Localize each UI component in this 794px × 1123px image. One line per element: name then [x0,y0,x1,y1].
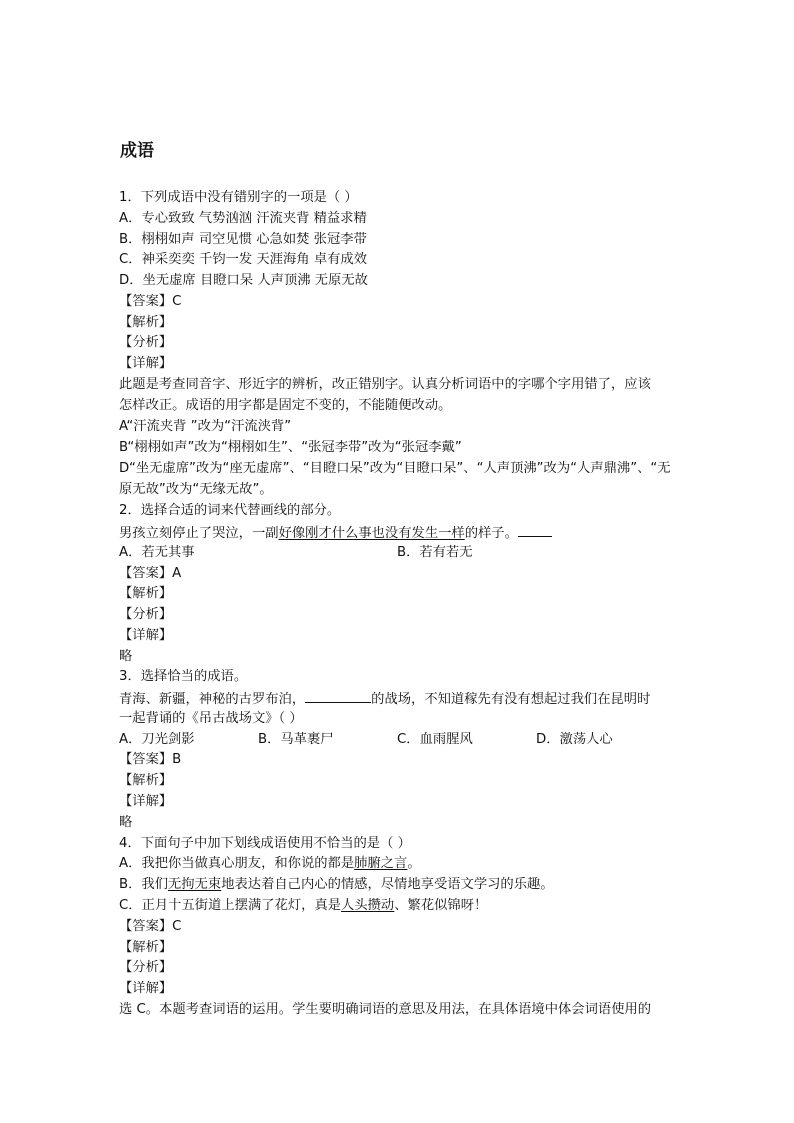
question-4-option-b-idiom: 无拘无束 [168,877,222,892]
question-4-stem: 4．下面句子中加下划线成语使用不恰当的是（ ） [119,836,411,851]
question-3-note: 略 [119,815,133,830]
question-2-xiangjie-label: 【详解】 [119,628,173,643]
question-3-sentence-start: 青海、新疆，神秘的古罗布泊， [119,692,306,707]
question-4-option-c-text: C．正月十五街道上摆满了花灯，真是 [119,898,342,913]
page-title: 成语 [120,141,154,161]
question-1-option-b: B．栩栩如声 司空见惯 心急如焚 张冠李带 [119,232,367,247]
question-1-answer: 【答案】C [119,294,182,309]
answer-blank [518,522,552,537]
question-1-option-c: C．神采奕奕 千钧一发 天涯海角 卓有成效 [119,252,368,267]
question-4-option-a-end: 。 [407,856,421,871]
question-3-option-b: B．马革裹尸 [258,732,334,747]
question-3-sentence-end: 的战场，不知道稼先有没有想起过我们在昆明时 [371,692,651,707]
question-4-answer: 【答案】C [119,919,182,934]
question-3-jiexi-label: 【解析】 [119,773,173,788]
question-2-option-a: A．若无其事 [119,545,195,560]
question-1-jiexi-label: 【解析】 [119,315,173,330]
question-4-option-b-end: 地表达着自己内心的情感，尽情地享受语文学习的乐趣。 [221,877,554,892]
question-2-jiexi-label: 【解析】 [119,586,173,601]
question-1-xiangjie-label: 【详解】 [119,356,173,371]
question-4-option-a-text: A．我把你当做真心朋友，和你说的都是 [119,856,355,871]
question-1-explanation-line: 原无故”改为“无缘无故”。 [119,482,273,497]
question-3-option-d: D．激荡人心 [536,732,613,747]
question-3-answer: 【答案】B [119,752,182,767]
question-2-fenxi-label: 【分析】 [119,607,173,622]
question-1-explanation-line: D“坐无虚席”改为“座无虚席”、“目瞪口呆”改为“目瞪口呆”、“人声顶沸”改为“人声鼎沸”、“无 [119,461,671,476]
question-2-sentence [119,522,552,544]
answer-blank [305,688,371,703]
question-3-sentence [119,688,650,710]
question-3-xiangjie-label: 【详解】 [119,794,173,809]
question-1-explanation-line: A“汗流夹背 ”改为“汗流浃背” [119,419,292,434]
question-4-option-b [119,875,554,895]
question-2-option-b: B．若有若无 [397,545,473,560]
question-4-xiangjie-label: 【详解】 [119,981,173,996]
question-1-option-d: D．坐无虚席 目瞪口呆 人声顶沸 无原无故 [119,273,368,288]
question-3-stem: 3．选择恰当的成语。 [119,669,248,684]
question-1-option-a: A．专心致致 气势汹汹 汗流夹背 精益求精 [119,211,367,226]
question-3-option-a: A．刀光剑影 [119,732,195,747]
question-3-option-c: C．血雨腥风 [397,732,473,747]
question-2-answer: 【答案】A [119,566,182,581]
question-2-options [119,543,473,563]
question-4-option-c [119,896,487,916]
question-3-sentence-line-2: 一起背诵的《吊古战场文》（ ） [119,711,303,726]
question-2-stem: 2．选择合适的词来代替画线的部分。 [119,503,341,518]
question-4-fenxi-label: 【分析】 [119,960,173,975]
question-2-sentence-end: 的样子。 [464,526,518,541]
question-4-explanation-line: 选 C。本题考查词语的运用。学生要明确词语的意思及用法，在具体语境中体会词语使用的 [119,1002,652,1017]
question-1-explanation-line: 怎样改正。成语的用字都是固定不变的，不能随便改动。 [119,398,452,413]
question-2-sentence-start: 男孩立刻停止了哭泣，一副 [119,526,279,541]
question-4-option-c-idiom: 人头攒动 [341,898,395,913]
question-4-option-a-idiom: 肺腑之言 [354,856,408,871]
question-2-note: 略 [119,649,133,664]
question-1-stem: 1．下列成语中没有错别字的一项是（ ） [119,190,358,205]
question-1-explanation-line: B“栩栩如声”改为“栩栩如生”、“张冠李带”改为“张冠李戴” [119,440,462,455]
question-4-jiexi-label: 【解析】 [119,940,173,955]
question-2-underlined-phrase: 好像刚才什么事也没有发生一样 [278,526,465,541]
question-4-option-b-text: B．我们 [119,877,169,892]
question-4-option-a [119,854,421,874]
question-3-options [119,730,613,750]
question-1-fenxi-label: 【分析】 [119,335,173,350]
question-1-explanation-line: 此题是考查同音字、形近字的辨析，改正错别字。认真分析词语中的字哪个字用错了，应该 [119,377,651,392]
question-4-option-c-end: 、繁花似锦呀！ [394,898,488,913]
